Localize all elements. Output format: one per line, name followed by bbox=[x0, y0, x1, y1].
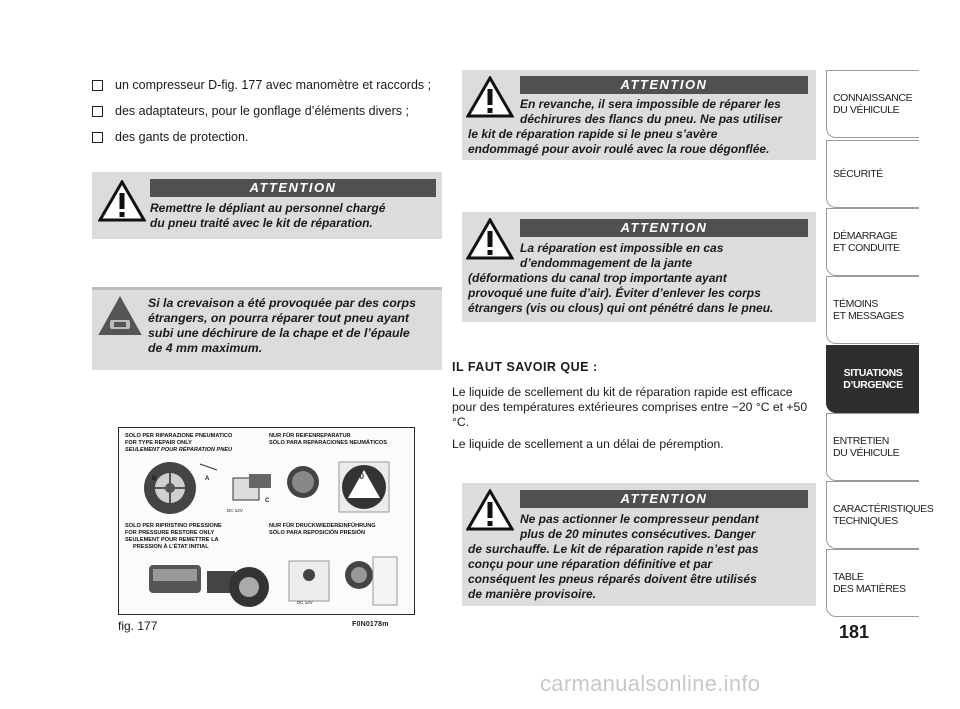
figure-label: SOLO PER RIPARAZIONE PNEUMATICO bbox=[125, 433, 233, 439]
figure-caption: fig. 177 bbox=[118, 619, 158, 633]
warning-text-line: déchirures des flancs du pneu. Ne pas utiliser bbox=[520, 112, 783, 126]
tab-label: D’URGENCE bbox=[843, 379, 903, 391]
paragraph: Le liquide de scellement du kit de réparation rapide est efficace pour des températures extérieures comprises entre −20 °C et +50 °C. bbox=[452, 385, 808, 429]
warning-text-line: La réparation est impossible en cas bbox=[520, 241, 724, 255]
warning-text-line: Remettre le dépliant au personnel chargé bbox=[150, 201, 386, 215]
warning-text-line: provoqué une fuite d’air). Éviter d’enlever les corps bbox=[468, 286, 761, 300]
warning-box bbox=[462, 483, 816, 606]
warning-text-line: (déformations du canal trop importante ayant bbox=[468, 271, 727, 285]
figure-label: FOR PRESSURE RESTORE ONLY bbox=[125, 530, 215, 536]
checkbox-bullet-icon bbox=[92, 132, 103, 143]
warning-text-line: Ne pas actionner le compresseur pendant bbox=[520, 512, 759, 526]
list-item-text: des adaptateurs, pour le gonflage d’éléments divers ; bbox=[115, 104, 409, 118]
list-item bbox=[92, 98, 442, 124]
warning-title: ATTENTION bbox=[150, 179, 436, 197]
warning-box bbox=[462, 70, 816, 160]
figure-label: FOR TYPE REPAIR ONLY bbox=[125, 440, 192, 446]
figure-label: SÓLO PARA REPARACIONES NEUMÁTICOS bbox=[269, 440, 387, 446]
checkbox-bullet-icon bbox=[92, 106, 103, 117]
warning-text-line: de surchauffe. Le kit de réparation rapide n’est pas bbox=[468, 542, 759, 556]
warning-text-line: le kit de réparation rapide si le pneu s’avère bbox=[468, 127, 718, 141]
list-item bbox=[92, 72, 442, 98]
note-text-line: Si la crevaison a été provoquée par des corps bbox=[148, 296, 416, 310]
list-item bbox=[92, 124, 442, 150]
section-heading: IL FAUT SAVOIR QUE : bbox=[452, 360, 598, 374]
list-item-text: un compresseur D-fig. 177 avec manomètre et raccords ; bbox=[115, 78, 432, 92]
figure-kit-label bbox=[118, 427, 415, 615]
warning-text-line: conçu pour une réparation définitive et par bbox=[468, 557, 713, 571]
tab-label: DES MATIÈRES bbox=[833, 583, 906, 595]
tab-connaissance-du-vehicule[interactable] bbox=[826, 70, 919, 138]
list-item-text: des gants de protection. bbox=[115, 130, 249, 144]
tab-caracteristiques-techniques[interactable] bbox=[826, 481, 934, 549]
warning-text bbox=[468, 241, 814, 316]
warning-text-line: étrangers (vis ou clous) qui ont pénétré dans le pneu. bbox=[468, 301, 774, 315]
tab-label: TECHNIQUES bbox=[833, 515, 898, 527]
tab-label: CARACTÉRISTIQUES bbox=[833, 503, 934, 515]
warning-title: ATTENTION bbox=[520, 490, 808, 508]
warning-box bbox=[92, 172, 442, 239]
pressure-restore-illustration bbox=[149, 555, 399, 610]
warning-text-line: En revanche, il sera impossible de réparer les bbox=[520, 97, 781, 111]
tab-label: SÉCURITÉ bbox=[833, 168, 883, 180]
figure-label-dc: DC 12V bbox=[297, 600, 313, 605]
warning-text-line: conséquent les pneus réparés doivent être utilisés bbox=[468, 572, 757, 586]
figure-label: NUR FÜR REIFENREPARATUR bbox=[269, 433, 351, 439]
warning-triangle-icon bbox=[98, 180, 146, 222]
note-text bbox=[148, 296, 438, 356]
figure-label: PRESSION À L’ÉTAT INITIAL bbox=[133, 544, 209, 550]
tab-label: ET CONDUITE bbox=[833, 242, 900, 254]
figure-label: NUR FÜR DRUCKWIEDEREINFÜHRUNG bbox=[269, 523, 376, 529]
figure-label-dc: DC 12V bbox=[227, 508, 243, 513]
tire-repair-illustration bbox=[125, 456, 405, 516]
note-box bbox=[92, 287, 442, 370]
warning-text-line: du pneu traité avec le kit de réparation. bbox=[150, 216, 373, 230]
tab-label: TÉMOINS bbox=[833, 298, 879, 310]
warning-title: ATTENTION bbox=[520, 219, 808, 237]
tab-label: DÉMARRAGE bbox=[833, 230, 898, 242]
tab-demarrage-et-conduite[interactable] bbox=[826, 208, 919, 276]
figure-label-a: A bbox=[205, 476, 210, 482]
tab-temoins-et-messages[interactable] bbox=[826, 276, 919, 344]
figure-label-group bbox=[125, 523, 222, 551]
figure-code: F0N0178m bbox=[352, 621, 389, 628]
figure-label-group bbox=[269, 433, 387, 447]
figure-label-group bbox=[125, 433, 232, 454]
figure-label-c: C bbox=[265, 498, 270, 504]
bullet-list bbox=[92, 72, 442, 150]
page-number: 181 bbox=[839, 622, 870, 642]
note-text-line: étrangers, on pourra réparer tout pneu ayant bbox=[148, 311, 410, 325]
figure-label: SÓLO PARA REPOSICIÓN PRESIÓN bbox=[269, 530, 366, 536]
warning-text bbox=[468, 97, 814, 157]
figure-label: SEULEMENT POUR REMETTRE LA bbox=[125, 537, 219, 543]
warning-text bbox=[150, 201, 440, 231]
paragraph: Le liquide de scellement a un délai de péremption. bbox=[452, 437, 724, 451]
note-text-line: subi une déchirure de la chape et de l’épaule bbox=[148, 326, 410, 340]
note-text-line: de 4 mm maximum. bbox=[148, 341, 263, 355]
tab-table-des-matieres[interactable] bbox=[826, 549, 919, 617]
checkbox-bullet-icon bbox=[92, 80, 103, 91]
tab-label: ET MESSAGES bbox=[833, 310, 904, 322]
tab-situations-d-urgence[interactable] bbox=[826, 345, 919, 413]
warning-text bbox=[468, 512, 814, 602]
tab-label: CONNAISSANCE bbox=[833, 92, 913, 104]
warning-text-line: d’endommagement de la jante bbox=[520, 256, 693, 270]
tab-label: DU VÉHICULE bbox=[833, 104, 900, 116]
figure-label-b: B bbox=[152, 476, 157, 482]
tab-entretien-du-vehicule[interactable] bbox=[826, 413, 919, 481]
tire-triangle-icon bbox=[98, 296, 142, 336]
gauge-value-50: 50 bbox=[355, 490, 364, 499]
figure-label-group bbox=[269, 523, 376, 537]
warning-title: ATTENTION bbox=[520, 76, 808, 94]
tab-label: DU VÉHICULE bbox=[833, 447, 900, 459]
watermark: carmanualsonline.info bbox=[540, 671, 761, 696]
gauge-value-80: 80 bbox=[355, 472, 364, 481]
warning-text-line: endommagé pour avoir roulé avec la roue dégonflée. bbox=[468, 142, 770, 156]
figure-label: SEULEMENT POUR RÉPARATION PNEU bbox=[125, 447, 233, 453]
figure-label: SOLO PER RIPRISTINO PRESSIONE bbox=[125, 523, 222, 529]
warning-text-line: plus de 20 minutes consécutives. Danger bbox=[520, 527, 756, 541]
tab-securite[interactable] bbox=[826, 140, 919, 208]
tab-label: SITUATIONS bbox=[843, 367, 903, 379]
warning-box bbox=[462, 212, 816, 322]
tab-label: ENTRETIEN bbox=[833, 435, 889, 447]
tab-label: TABLE bbox=[833, 571, 864, 583]
warning-text-line: de manière provisoire. bbox=[468, 587, 597, 601]
